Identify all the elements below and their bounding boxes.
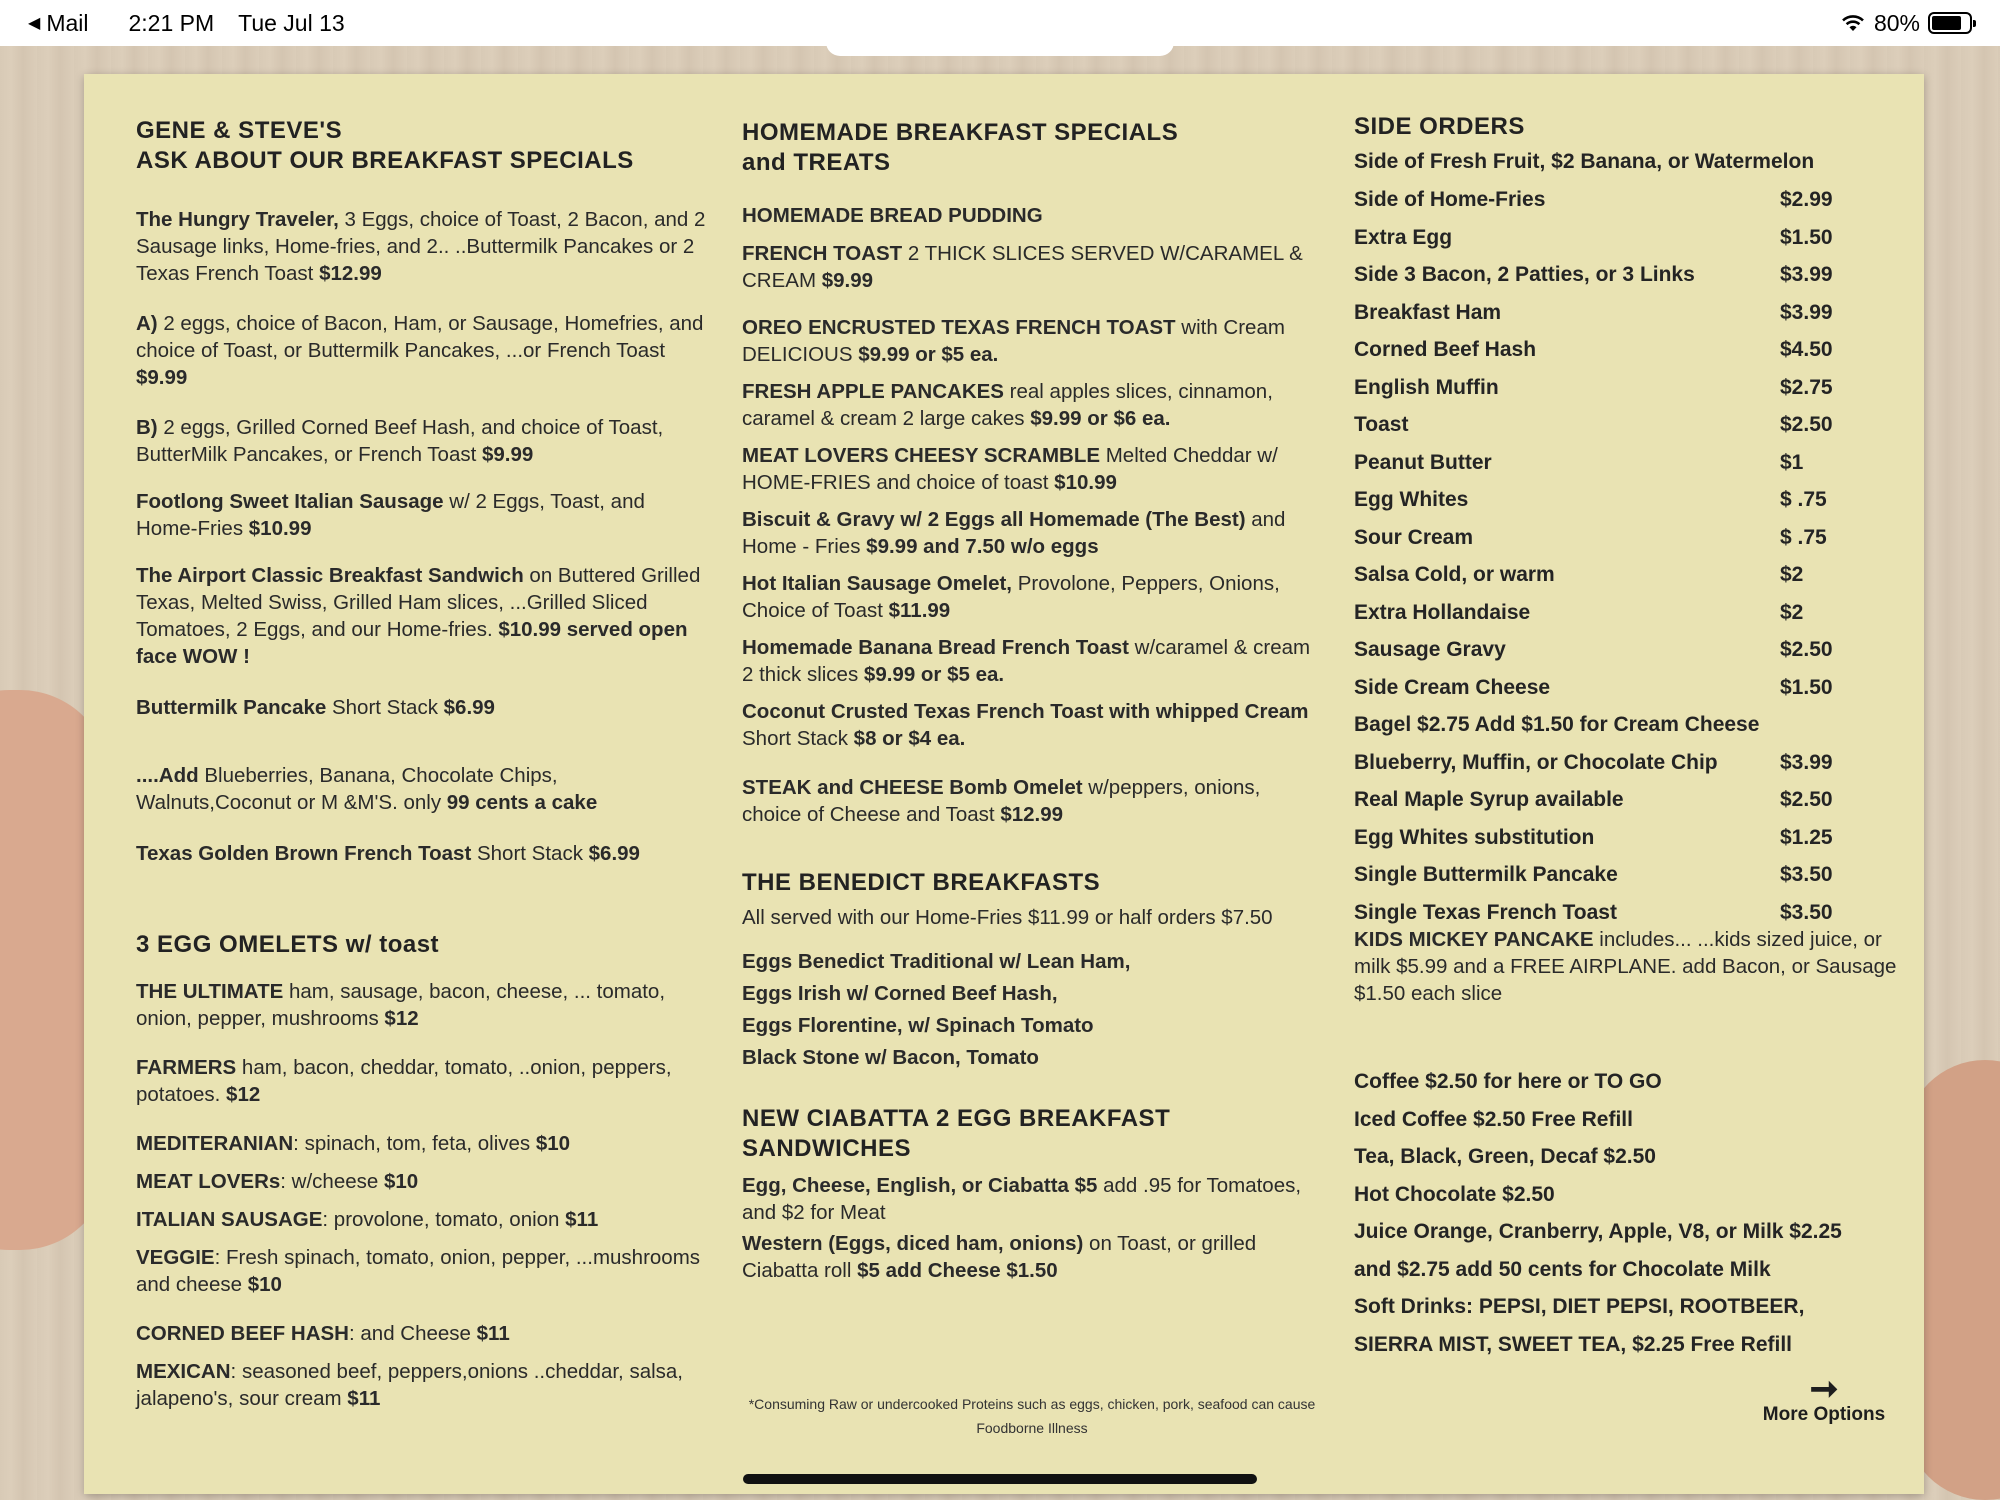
side-item-name: English Muffin [1354,375,1499,399]
side-item-name: Single Buttermilk Pancake [1354,863,1618,886]
drink-item: Tea, Black, Green, Decaf $2.50 [1354,1145,1656,1168]
back-arrow-icon: ◀ [28,15,41,32]
omelet-item: MEDITERANIAN: spinach, tom, feta, olives $10 [136,1132,571,1155]
side-item-name: Egg Whites substitution [1354,825,1595,849]
side-item [1354,674,1904,702]
side-item [1354,186,1904,214]
menu-item: OREO ENCRUSTED TEXAS FRENCH TOAST with Cream DELICIOUS $9.99 or $5 ea. [742,316,1285,366]
menu-item: MEAT LOVERS CHEESY SCRAMBLE Melted Cheddar w/ HOME-FRIES and choice of toast $10.99 [742,444,1278,494]
side-item [1354,599,1904,627]
side-item-name: Bagel $2.75 Add $1.50 for Cream Cheese [1354,713,1760,736]
ciabatta-item: Egg, Cheese, English, or Ciabatta $5 add .95 for Tomatoes, and $2 for Meat [742,1174,1302,1224]
ciabatta-heading-2: SANDWICHES [742,1135,912,1162]
omelet-item: FARMERS ham, bacon, cheddar, tomato, ..onion, peppers, potatoes. $12 [136,1056,672,1106]
menu-item: Hot Italian Sausage Omelet, Provolone, Peppers, Onions, Choice of Toast $11.99 [742,572,1280,622]
side-item-name: Extra Egg [1354,225,1453,249]
benedict-heading: THE BENEDICT BREAKFASTS [742,869,1101,896]
menu-item: STEAK and CHEESE Bomb Omelet w/peppers, onions, choice of Cheese and Toast $12.99 [742,776,1261,826]
side-item [1354,261,1904,289]
menu-item: Homemade Banana Bread French Toast w/caramel & cream 2 thick slices $9.99 or $5 ea. [742,636,1311,686]
back-app-label: Mail [46,9,89,36]
side-item [1354,374,1904,402]
side-item [1354,786,1904,814]
menu-item: FRESH APPLE PANCAKES real apples slices, cinnamon, caramel & cream 2 large cakes $9.99 or $6 ea. [742,380,1273,430]
side-item [1354,861,1904,889]
kids-item: KIDS MICKEY PANCAKE includes... ...kids sized juice, or milk $5.99 and a FREE AIRPLANE. add Bacon, or Sausage $1.50 each slice [1354,928,1897,1005]
home-indicator[interactable] [743,1474,1257,1484]
side-item-price: $1.50 [1780,225,1833,249]
side-item-price: $ .75 [1780,488,1827,511]
menu-item: A) 2 eggs, choice of Bacon, Ham, or Sausage, Homefries, and choice of Toast, or Buttermilk Pancakes, ...or French Toast $9.99 [136,312,704,389]
side-item [1354,224,1904,252]
pull-tab[interactable] [826,40,1174,56]
homemade-heading-2: and TREATS [742,149,891,176]
side-item-price: $1.50 [1780,675,1833,699]
side-item-name: Sausage Gravy [1354,638,1506,661]
side-item-name: Egg Whites [1354,488,1469,511]
drink-item: Coffee $2.50 for here or TO GO [1354,1070,1662,1093]
menu-item: FRENCH TOAST 2 THICK SLICES SERVED W/CARAMEL & CREAM $9.99 [742,242,1303,292]
specials-heading: ASK ABOUT OUR BREAKFAST SPECIALS [136,147,634,174]
side-item-name: Side Cream Cheese [1354,675,1551,699]
menu-page [84,74,1924,1494]
drink-item: Iced Coffee $2.50 Free Refill [1354,1107,1633,1131]
benedict-item: Eggs Benedict Traditional w/ Lean Ham, [742,950,1131,973]
side-item [1354,299,1904,327]
side-item-name: Single Texas French Toast [1354,900,1617,924]
omelet-item: MEAT LOVERs: w/cheese $10 [136,1170,419,1193]
menu-item: Coconut Crusted Texas French Toast with whipped Cream Short Stack $8 or $4 ea. [742,700,1309,750]
side-item-price: $3.99 [1780,300,1833,324]
menu-item: Footlong Sweet Italian Sausage w/ 2 Eggs, Toast, and Home-Fries $10.99 [136,490,645,540]
menu-item: HOMEMADE BREAD PUDDING [742,204,1043,227]
side-item-name: Sour Cream [1354,525,1474,549]
drink-item: and $2.75 add 50 cents for Chocolate Milk [1354,1257,1771,1281]
more-options-label: More Options [1762,1404,1886,1425]
side-item-price: $2 [1780,563,1804,586]
side-orders-heading: SIDE ORDERS [1354,113,1525,140]
omelet-item: THE ULTIMATE ham, sausage, bacon, cheese, ... tomato, onion, pepper, mushrooms $12 [136,980,666,1030]
side-item-price: $3.50 [1780,863,1833,886]
side-item-name: Side of Home-Fries [1354,188,1546,211]
omelet-item: CORNED BEEF HASH: and Cheese $11 [136,1322,510,1345]
menu-item: B) 2 eggs, Grilled Corned Beef Hash, and choice of Toast, ButterMilk Pancakes, or French Toast $9.99 [136,416,664,466]
benedict-subtitle: All served with our Home-Fries $11.99 or half orders $7.50 [742,906,1273,929]
menu-item: Biscuit & Gravy w/ 2 Eggs all Homemade (The Best) and Home - Fries $9.99 and 7.50 w/o eggs [742,508,1286,558]
back-to-mail-button[interactable] [28,10,88,37]
side-item-price: $2 [1780,600,1804,624]
side-item [1354,336,1904,364]
side-item-name: Toast [1354,413,1409,436]
side-item [1354,711,1904,739]
side-item [1354,824,1904,852]
side-item-name: Peanut Butter [1354,450,1492,474]
menu-item: The Hungry Traveler, 3 Eggs, choice of Toast, 2 Bacon, and 2 Sausage links, Home-fries, and 2.. ..Buttermilk Pancakes or 2 Texas French Toast $12.99 [136,208,706,285]
side-item-name: Real Maple Syrup available [1354,788,1624,811]
side-item-price: $4.50 [1780,338,1833,361]
restaurant-name: GENE & STEVE'S [136,117,343,144]
side-item-name: Blueberry, Muffin, or Chocolate Chip [1354,750,1718,774]
side-item-price: $1 [1780,450,1804,474]
side-item-name: Side 3 Bacon, 2 Patties, or 3 Links [1354,263,1695,286]
side-item-name: Corned Beef Hash [1354,338,1537,361]
side-item [1354,636,1904,664]
side-item [1354,561,1904,589]
side-item-price: $2.99 [1780,188,1833,211]
drink-item: Juice Orange, Cranberry, Apple, V8, or Milk $2.25 [1354,1220,1842,1243]
side-item-price: $3.99 [1780,750,1833,774]
omelet-item: ITALIAN SAUSAGE: provolone, tomato, onion $11 [136,1208,599,1231]
status-date: Tue Jul 13 [238,9,345,36]
homemade-heading: HOMEMADE BREAKFAST SPECIALS [742,119,1179,146]
side-item-fruit: Side of Fresh Fruit, $2 Banana, or Watermelon [1354,150,1815,173]
wifi-icon [1840,13,1866,33]
benedict-item: Eggs Florentine, w/ Spinach Tomato [742,1014,1094,1037]
side-item [1354,486,1904,514]
battery-icon [1928,12,1972,34]
drink-item: SIERRA MIST, SWEET TEA, $2.25 Free Refill [1354,1332,1792,1356]
side-item-price: $1.25 [1780,825,1833,849]
menu-item: The Airport Classic Breakfast Sandwich on Buttered Grilled Texas, Melted Swiss, Grilled Ham slices, ...Grilled Sliced Tomatoes, 2 Eggs, and our Home-fries. $10.99 served open face WOW ! [136,564,701,668]
side-item-price: $3.99 [1780,263,1833,286]
menu-item: ....Add Blueberries, Banana, Chocolate Chips, Walnuts,Coconut or M &M'S. only 99 cents a cake [136,764,598,814]
side-item [1354,749,1904,777]
menu-item: Texas Golden Brown French Toast Short Stack $6.99 [136,842,640,865]
ciabatta-heading: NEW CIABATTA 2 EGG BREAKFAST [742,1105,1171,1132]
side-item-price: $ .75 [1780,525,1827,549]
side-item-price: $2.50 [1780,638,1833,661]
side-item [1354,524,1904,552]
omelet-item: MEXICAN: seasoned beef, peppers,onions ..cheddar, salsa, jalapeno's, sour cream $11 [136,1360,683,1410]
side-item-name: Salsa Cold, or warm [1354,563,1555,586]
arrow-right-icon: ➞ [1809,1370,1839,1408]
side-item [1354,411,1904,439]
status-time: 2:21 PM [128,9,215,36]
side-item-price: $2.50 [1780,413,1833,436]
side-item-price: $3.50 [1780,900,1833,924]
side-item-name: Extra Hollandaise [1354,600,1531,624]
side-item-price: $2.50 [1780,788,1833,811]
benedict-item: Black Stone w/ Bacon, Tomato [742,1046,1039,1069]
omelets-heading: 3 EGG OMELETS w/ toast [136,931,440,958]
battery-percent: 80% [1873,9,1920,36]
more-options-button[interactable] [1754,1370,1894,1426]
drink-item: Hot Chocolate $2.50 [1354,1182,1555,1206]
menu-item: Buttermilk Pancake Short Stack $6.99 [136,696,495,719]
benedict-item: Eggs Irish w/ Corned Beef Hash, [742,982,1058,1005]
ciabatta-item: Western (Eggs, diced ham, onions) on Toast, or grilled Ciabatta roll $5 add Cheese $1.50 [742,1232,1257,1282]
side-item [1354,449,1904,477]
side-item-name: Breakfast Ham [1354,300,1502,324]
drink-item: Soft Drinks: PEPSI, DIET PEPSI, ROOTBEER, [1354,1295,1805,1318]
food-safety-note: *Consuming Raw or undercooked Proteins such as eggs, chicken, pork, seafood can cause Foodborne Illness [748,1396,1316,1436]
omelet-item: VEGGIE: Fresh spinach, tomato, onion, pepper, ...mushrooms and cheese $10 [136,1246,701,1296]
side-item-price: $2.75 [1780,375,1833,399]
side-item [1354,899,1904,927]
